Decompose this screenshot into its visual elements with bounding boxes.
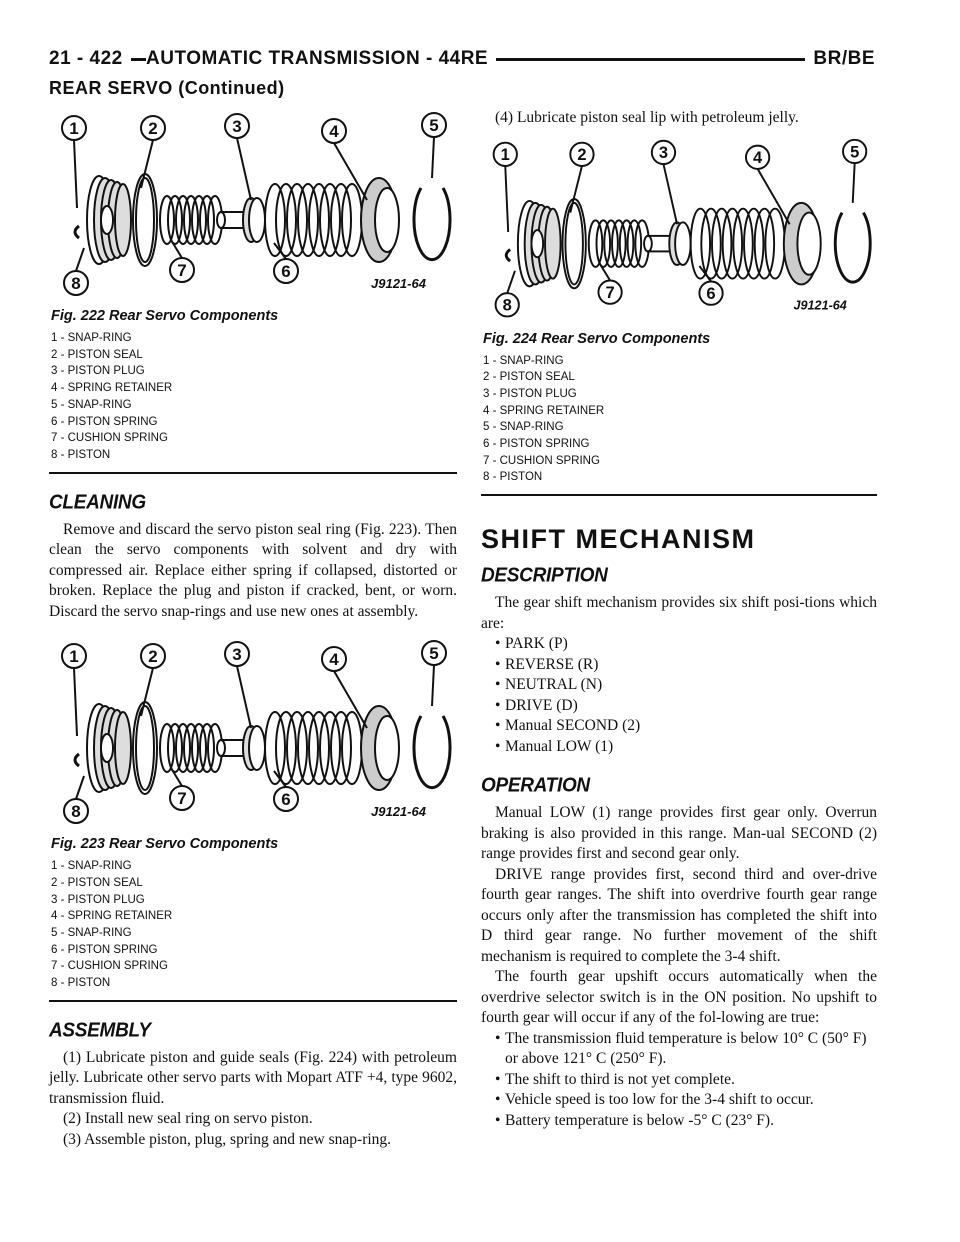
piston-plug-end [217,212,225,228]
shift-positions-list [481,634,877,757]
assembly-step-1: (1) Lubricate piston and guide seals (Fig. 224) with petroleum jelly. Lubricate other servo parts with Mopart ATF +4, type 9602, transmission fluid. [49,1048,457,1107]
callout-leader [853,163,855,203]
piston-clip [506,249,510,261]
legend-item: 4 - SPRING RETAINER [483,404,605,417]
page-header [49,44,875,74]
figure-caption: Fig. 223 Rear Servo Components [51,836,279,853]
piston-bore [531,230,543,257]
callout-leader [237,666,251,728]
callout-number: 2 [577,145,587,164]
figure-code: J9121-64 [371,804,426,820]
callout-number: 5 [429,116,439,135]
snap-ring [414,716,450,788]
upshift-conditions-list [481,1029,877,1132]
piston-clip [75,226,79,238]
list-item: • The transmission fluid temperature is below 10° C (50° F) or above 121° C (250° F). [495,1029,867,1068]
list-item: • Vehicle speed is too low for the 3-4 shift to occur. [495,1091,814,1109]
callout-number: 2 [148,119,158,138]
piston-seal-inner [565,202,582,284]
callout-number: 1 [69,647,79,667]
cleaning-heading: CLEANING [49,491,146,514]
callout-number: 3 [232,645,242,665]
callout-leader [432,137,434,178]
legend-item: 4 - SPRING RETAINER [51,910,173,923]
assembly-step-4: (4) Lubricate piston seal lip with petroleum jelly. [495,109,799,126]
cleaning-text: Remove and discard the servo piston seal ring (Fig. 223). Then clean the servo components with solvent and dry with compressed air. Replace either spring if collapsed, distorted or broken. Replace the plug and piston if cracked, bent, or worn. Discard the servo snap-rings and use new ones at assembly. [49,520,457,620]
assembly-heading: ASSEMBLY [49,1019,151,1042]
list-item: • DRIVE (D) [495,696,578,714]
legend-item: 8 - PISTON [483,471,543,484]
figure-code: J9121-64 [793,298,847,313]
list-item: • PARK (P) [495,635,568,653]
rear-servo-illustration [49,636,457,836]
callout-leader [663,164,677,224]
spring-retainer-inner [375,716,399,780]
callout-number: 8 [502,296,512,315]
legend-item: 6 - PISTON SPRING [483,438,590,451]
piston-plug-end [644,235,652,251]
legend-item: 2 - PISTON SEAL [51,348,143,361]
operation-heading: OPERATION [481,774,590,797]
list-item: • REVERSE (R) [495,655,599,673]
callout-leader [74,668,77,736]
list-item: • Manual SECOND (2) [495,717,641,735]
legend-item: 5 - SNAP-RING [483,421,564,434]
figure-rule [49,472,457,474]
callout-number: 2 [148,647,158,667]
figure-223 [49,636,457,1002]
callout-number: 4 [329,650,339,670]
figure-rule [49,1000,457,1002]
figure-legend [483,353,877,487]
piston-seal-inner [136,178,154,262]
figure-code: J9121-64 [371,276,426,291]
piston-disc [115,712,131,784]
piston-spring-coil [765,208,784,278]
figure-caption: Fig. 224 Rear Servo Components [483,330,711,347]
callout-leader [507,270,515,292]
shift-mechanism-heading: SHIFT MECHANISM [481,524,756,555]
description-heading: DESCRIPTION [481,564,608,587]
operation-paragraph: Manual LOW (1) range provides first gear only. Overrun braking is also provided in this range. Man-ual SECOND (2) range provides first and second gear only. [481,804,877,863]
callout-number: 6 [281,790,291,810]
callout-leader [74,140,77,208]
legend-item: 3 - PISTON PLUG [51,893,145,906]
rear-servo-illustration [49,108,457,308]
list-item: • The shift to third is not yet complete. [495,1070,735,1088]
figure-legend [51,858,457,992]
snap-ring [835,212,870,282]
figure-222 [49,108,457,474]
legend-item: 4 - SPRING RETAINER [51,382,173,395]
piston-plug-end [217,740,225,756]
spring-retainer-inner [375,188,399,252]
callout-leader [432,665,434,706]
list-item: • Battery temperature is below -5° C (23° F). [495,1111,774,1129]
operation-paragraph: DRIVE range provides first, second third and over-drive fourth gear ranges. The shift into overdrive fourth gear range occurs only after the transmission has completed the shift into D third gear range. No further movement of the shift mechanism is required to complete the 3-4 shift. [481,865,877,965]
legend-item: 3 - PISTON PLUG [483,387,577,400]
legend-item: 6 - PISTON SPRING [51,415,158,428]
callout-leader [76,248,84,271]
list-item: • Manual LOW (1) [495,737,614,755]
legend-item: 7 - CUSHION SPRING [51,960,168,973]
section-continued: REAR SERVO (Continued) [49,78,285,98]
legend-item: 1 - SNAP-RING [51,860,132,873]
legend-item: 2 - PISTON SEAL [483,371,575,384]
callout-number: 6 [281,262,291,281]
list-item: • NEUTRAL (N) [495,676,603,694]
legend-item: 8 - PISTON [51,977,111,990]
callout-leader [334,671,367,728]
piston-bore [101,734,113,762]
callout-number: 8 [71,274,81,293]
assembly-step-2: (2) Install new seal ring on servo piston. [63,1110,313,1128]
legend-item: 5 - SNAP-RING [51,926,132,939]
piston-plug-face [249,726,265,770]
piston-disc [545,208,561,278]
legend-item: 1 - SNAP-RING [51,332,132,344]
description-text: The gear shift mechanism provides six shift posi-tions which are: [481,594,877,632]
callout-leader [76,776,84,799]
callout-number: 1 [500,145,510,164]
callout-number: 3 [232,117,242,136]
callout-number: 4 [753,148,763,167]
callout-number: 8 [71,802,81,822]
figure-rule [481,494,877,496]
servo-parts [75,174,450,266]
callout-number: 7 [605,283,615,302]
callout-number: 4 [329,122,339,141]
callout-leader [758,168,790,223]
legend-item: 6 - PISTON SPRING [51,943,158,956]
rear-servo-illustration [481,133,877,331]
legend-item: 8 - PISTON [51,448,111,461]
legend-item: 5 - SNAP-RING [51,398,132,411]
operation-paragraph: The fourth gear upshift occurs automatically when the overdrive selector switch is in the ON position. No upshift to fourth gear will occur if any of the fol-lowing are true: [481,968,877,1027]
left-column [49,108,457,1150]
legend-item: 1 - SNAP-RING [483,354,564,367]
piston-seal-inner [136,706,154,790]
callout-number: 5 [429,644,439,664]
page-number: 21 - 422 [49,48,131,70]
piston-bore [101,206,113,234]
callout-number: 5 [850,142,860,161]
snap-ring [414,188,450,260]
servo-parts [75,702,450,794]
callout-number: 6 [706,284,716,303]
callout-leader [237,138,251,200]
spring-retainer-inner [797,212,820,274]
callout-number: 7 [177,261,187,280]
figure-224 [481,133,877,497]
right-column [481,108,877,1131]
callout-number: 7 [177,789,187,809]
piston-disc [115,184,131,256]
figure-legend [51,330,457,464]
callout-number: 1 [69,119,79,138]
chapter-title: AUTOMATIC TRANSMISSION - 44RE [146,48,496,70]
piston-plug-face [675,222,691,265]
callout-leader [505,166,508,232]
callout-leader [334,143,367,200]
servo-parts [506,199,870,288]
legend-item: 3 - PISTON PLUG [51,365,145,378]
figure-caption: Fig. 222 Rear Servo Components [51,308,279,324]
piston-clip [75,754,79,766]
legend-item: 7 - CUSHION SPRING [483,454,600,467]
piston-plug-face [249,198,265,242]
callout-number: 3 [658,143,669,162]
legend-item: 7 - CUSHION SPRING [51,432,168,445]
model-code: BR/BE [805,48,875,70]
assembly-step-3: (3) Assemble piston, plug, spring and new snap-ring. [63,1130,392,1148]
legend-item: 2 - PISTON SEAL [51,876,143,889]
